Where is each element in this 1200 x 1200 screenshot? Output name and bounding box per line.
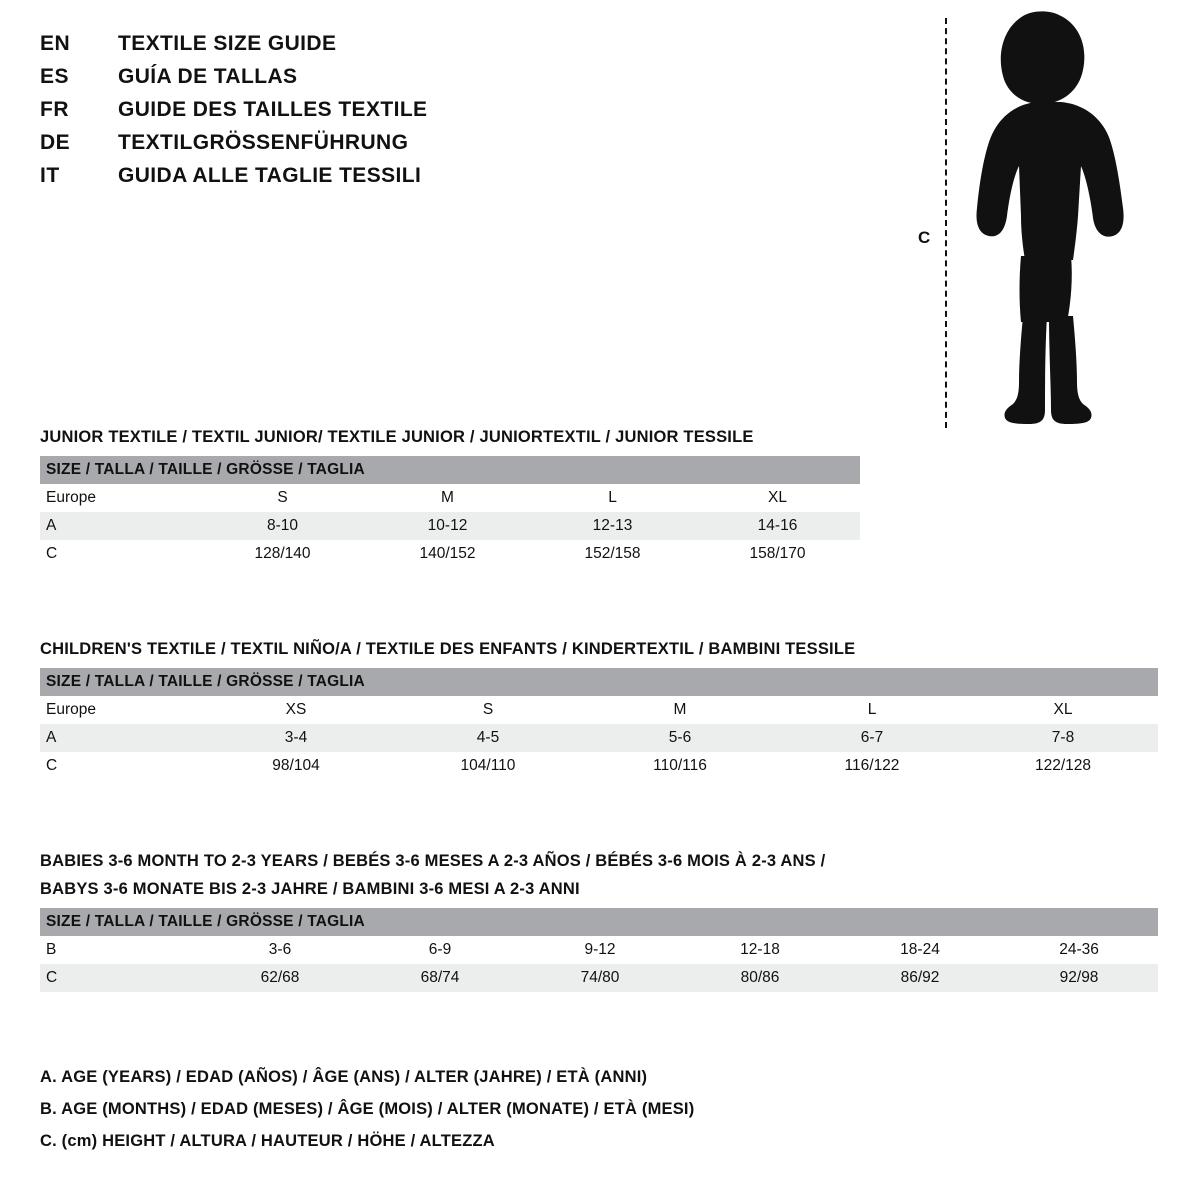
- legend-row-c: C. (cm) HEIGHT / ALTURA / HAUTEUR / HÖHE / ALTEZZA: [40, 1132, 495, 1150]
- language-code-es: ES: [40, 65, 70, 88]
- table-row: [40, 724, 1158, 752]
- table-junior-row-c-v1: 128/140: [200, 540, 365, 568]
- table-junior-size-l: L: [530, 484, 695, 512]
- table-children: [40, 668, 1158, 780]
- measure-label-c: C: [918, 228, 931, 247]
- language-text-it: GUIDA ALLE TAGLIE TESSILI: [118, 164, 422, 187]
- language-code-fr: FR: [40, 98, 69, 121]
- table-junior-band-label: SIZE / TALLA / TAILLE / GRÖSSE / TAGLIA: [40, 456, 860, 484]
- section-title-junior: JUNIOR TEXTILE / TEXTIL JUNIOR/ TEXTILE JUNIOR / JUNIORTEXTIL / JUNIOR TESSILE: [40, 428, 754, 446]
- child-silhouette-icon: [945, 10, 1145, 430]
- table-junior-size-m: M: [365, 484, 530, 512]
- legend-row-b: B. AGE (MONTHS) / EDAD (MESES) / ÂGE (MOIS) / ALTER (MONATE) / ETÀ (MESI): [40, 1100, 695, 1118]
- table-junior-row-a-label: A: [40, 512, 200, 540]
- language-title-block: [40, 32, 600, 197]
- table-babies-row-c-v2: 68/74: [360, 964, 520, 992]
- language-text-fr: GUIDE DES TAILLES TEXTILE: [118, 98, 428, 121]
- table-babies-row-b-v6: 24-36: [1000, 936, 1158, 964]
- section-title-babies-line1: BABIES 3-6 MONTH TO 2-3 YEARS / BEBÉS 3-6 MESES A 2-3 AÑOS / BÉBÉS 3-6 MOIS À 2-3 ANS /: [40, 852, 826, 870]
- table-babies: [40, 908, 1158, 992]
- section-title-children: CHILDREN'S TEXTILE / TEXTIL NIÑO/A / TEXTILE DES ENFANTS / KINDERTEXTIL / BAMBINI TESSILE: [40, 640, 856, 658]
- language-row-it: [40, 164, 600, 197]
- table-children-row-a-v4: 6-7: [776, 724, 968, 752]
- table-row: [40, 964, 1158, 992]
- table-babies-row-b-label: B: [40, 936, 200, 964]
- height-measure-figure: [900, 10, 1170, 430]
- table-junior-size-xl: XL: [695, 484, 860, 512]
- table-children-row-c-v1: 98/104: [200, 752, 392, 780]
- section-children-textile: [40, 640, 1158, 780]
- table-babies-row-b-v4: 12-18: [680, 936, 840, 964]
- table-babies-row-b-v5: 18-24: [840, 936, 1000, 964]
- table-babies-row-b-v3: 9-12: [520, 936, 680, 964]
- table-row: [40, 540, 860, 568]
- table-babies-row-c-v5: 86/92: [840, 964, 1000, 992]
- table-children-row-c-v5: 122/128: [968, 752, 1158, 780]
- table-children-header-row: [40, 696, 1158, 724]
- table-junior-row-c-v4: 158/170: [695, 540, 860, 568]
- table-row: [40, 752, 1158, 780]
- table-junior: [40, 456, 860, 568]
- table-junior-size-s: S: [200, 484, 365, 512]
- table-babies-band-row: [40, 908, 1158, 936]
- table-junior-row-a-v2: 10-12: [365, 512, 530, 540]
- table-children-size-xl: XL: [968, 696, 1158, 724]
- table-children-row-c-v2: 104/110: [392, 752, 584, 780]
- section-junior-textile: [40, 428, 860, 568]
- language-row-de: [40, 131, 600, 164]
- table-children-band-row: [40, 668, 1158, 696]
- language-code-de: DE: [40, 131, 71, 154]
- table-junior-row-a-v3: 12-13: [530, 512, 695, 540]
- table-row: [40, 512, 860, 540]
- table-babies-row-c-v3: 74/80: [520, 964, 680, 992]
- table-children-row-a-v5: 7-8: [968, 724, 1158, 752]
- table-children-row-a-v3: 5-6: [584, 724, 776, 752]
- table-children-row-c-v4: 116/122: [776, 752, 968, 780]
- table-children-size-l: L: [776, 696, 968, 724]
- table-junior-row-c-label: C: [40, 540, 200, 568]
- table-children-row-a-label: A: [40, 724, 200, 752]
- language-text-es: GUÍA DE TALLAS: [118, 65, 298, 88]
- language-text-de: TEXTILGRÖSSENFÜHRUNG: [118, 131, 409, 154]
- table-junior-header-label: Europe: [40, 484, 200, 512]
- language-code-en: EN: [40, 32, 71, 55]
- table-babies-row-c-label: C: [40, 964, 200, 992]
- table-children-row-a-v2: 4-5: [392, 724, 584, 752]
- table-babies-band-label: SIZE / TALLA / TAILLE / GRÖSSE / TAGLIA: [40, 908, 1158, 936]
- table-junior-header-row: [40, 484, 860, 512]
- table-children-header-label: Europe: [40, 696, 200, 724]
- language-text-en: TEXTILE SIZE GUIDE: [118, 32, 337, 55]
- table-children-size-s: S: [392, 696, 584, 724]
- language-row-es: [40, 65, 600, 98]
- section-babies-textile: [40, 852, 1158, 992]
- table-babies-row-c-v6: 92/98: [1000, 964, 1158, 992]
- table-babies-row-b-v2: 6-9: [360, 936, 520, 964]
- table-children-row-c-v3: 110/116: [584, 752, 776, 780]
- language-row-fr: [40, 98, 600, 131]
- table-children-size-xs: XS: [200, 696, 392, 724]
- language-row-en: [40, 32, 600, 65]
- legend-row-a: A. AGE (YEARS) / EDAD (AÑOS) / ÂGE (ANS) / ALTER (JAHRE) / ETÀ (ANNI): [40, 1068, 648, 1086]
- table-babies-row-c-v4: 80/86: [680, 964, 840, 992]
- table-junior-row-c-v2: 140/152: [365, 540, 530, 568]
- language-code-it: IT: [40, 164, 60, 187]
- table-children-row-a-v1: 3-4: [200, 724, 392, 752]
- legend-block: [40, 1068, 1040, 1164]
- section-title-babies-line2: BABYS 3-6 MONATE BIS 2-3 JAHRE / BAMBINI 3-6 MESI A 2-3 ANNI: [40, 880, 580, 898]
- table-junior-band-row: [40, 456, 860, 484]
- table-junior-row-a-v4: 14-16: [695, 512, 860, 540]
- table-children-size-m: M: [584, 696, 776, 724]
- table-junior-row-c-v3: 152/158: [530, 540, 695, 568]
- table-junior-row-a-v1: 8-10: [200, 512, 365, 540]
- table-children-row-c-label: C: [40, 752, 200, 780]
- table-children-band-label: SIZE / TALLA / TAILLE / GRÖSSE / TAGLIA: [40, 668, 1158, 696]
- table-babies-row-c-v1: 62/68: [200, 964, 360, 992]
- table-babies-row-b-v1: 3-6: [200, 936, 360, 964]
- table-row: [40, 936, 1158, 964]
